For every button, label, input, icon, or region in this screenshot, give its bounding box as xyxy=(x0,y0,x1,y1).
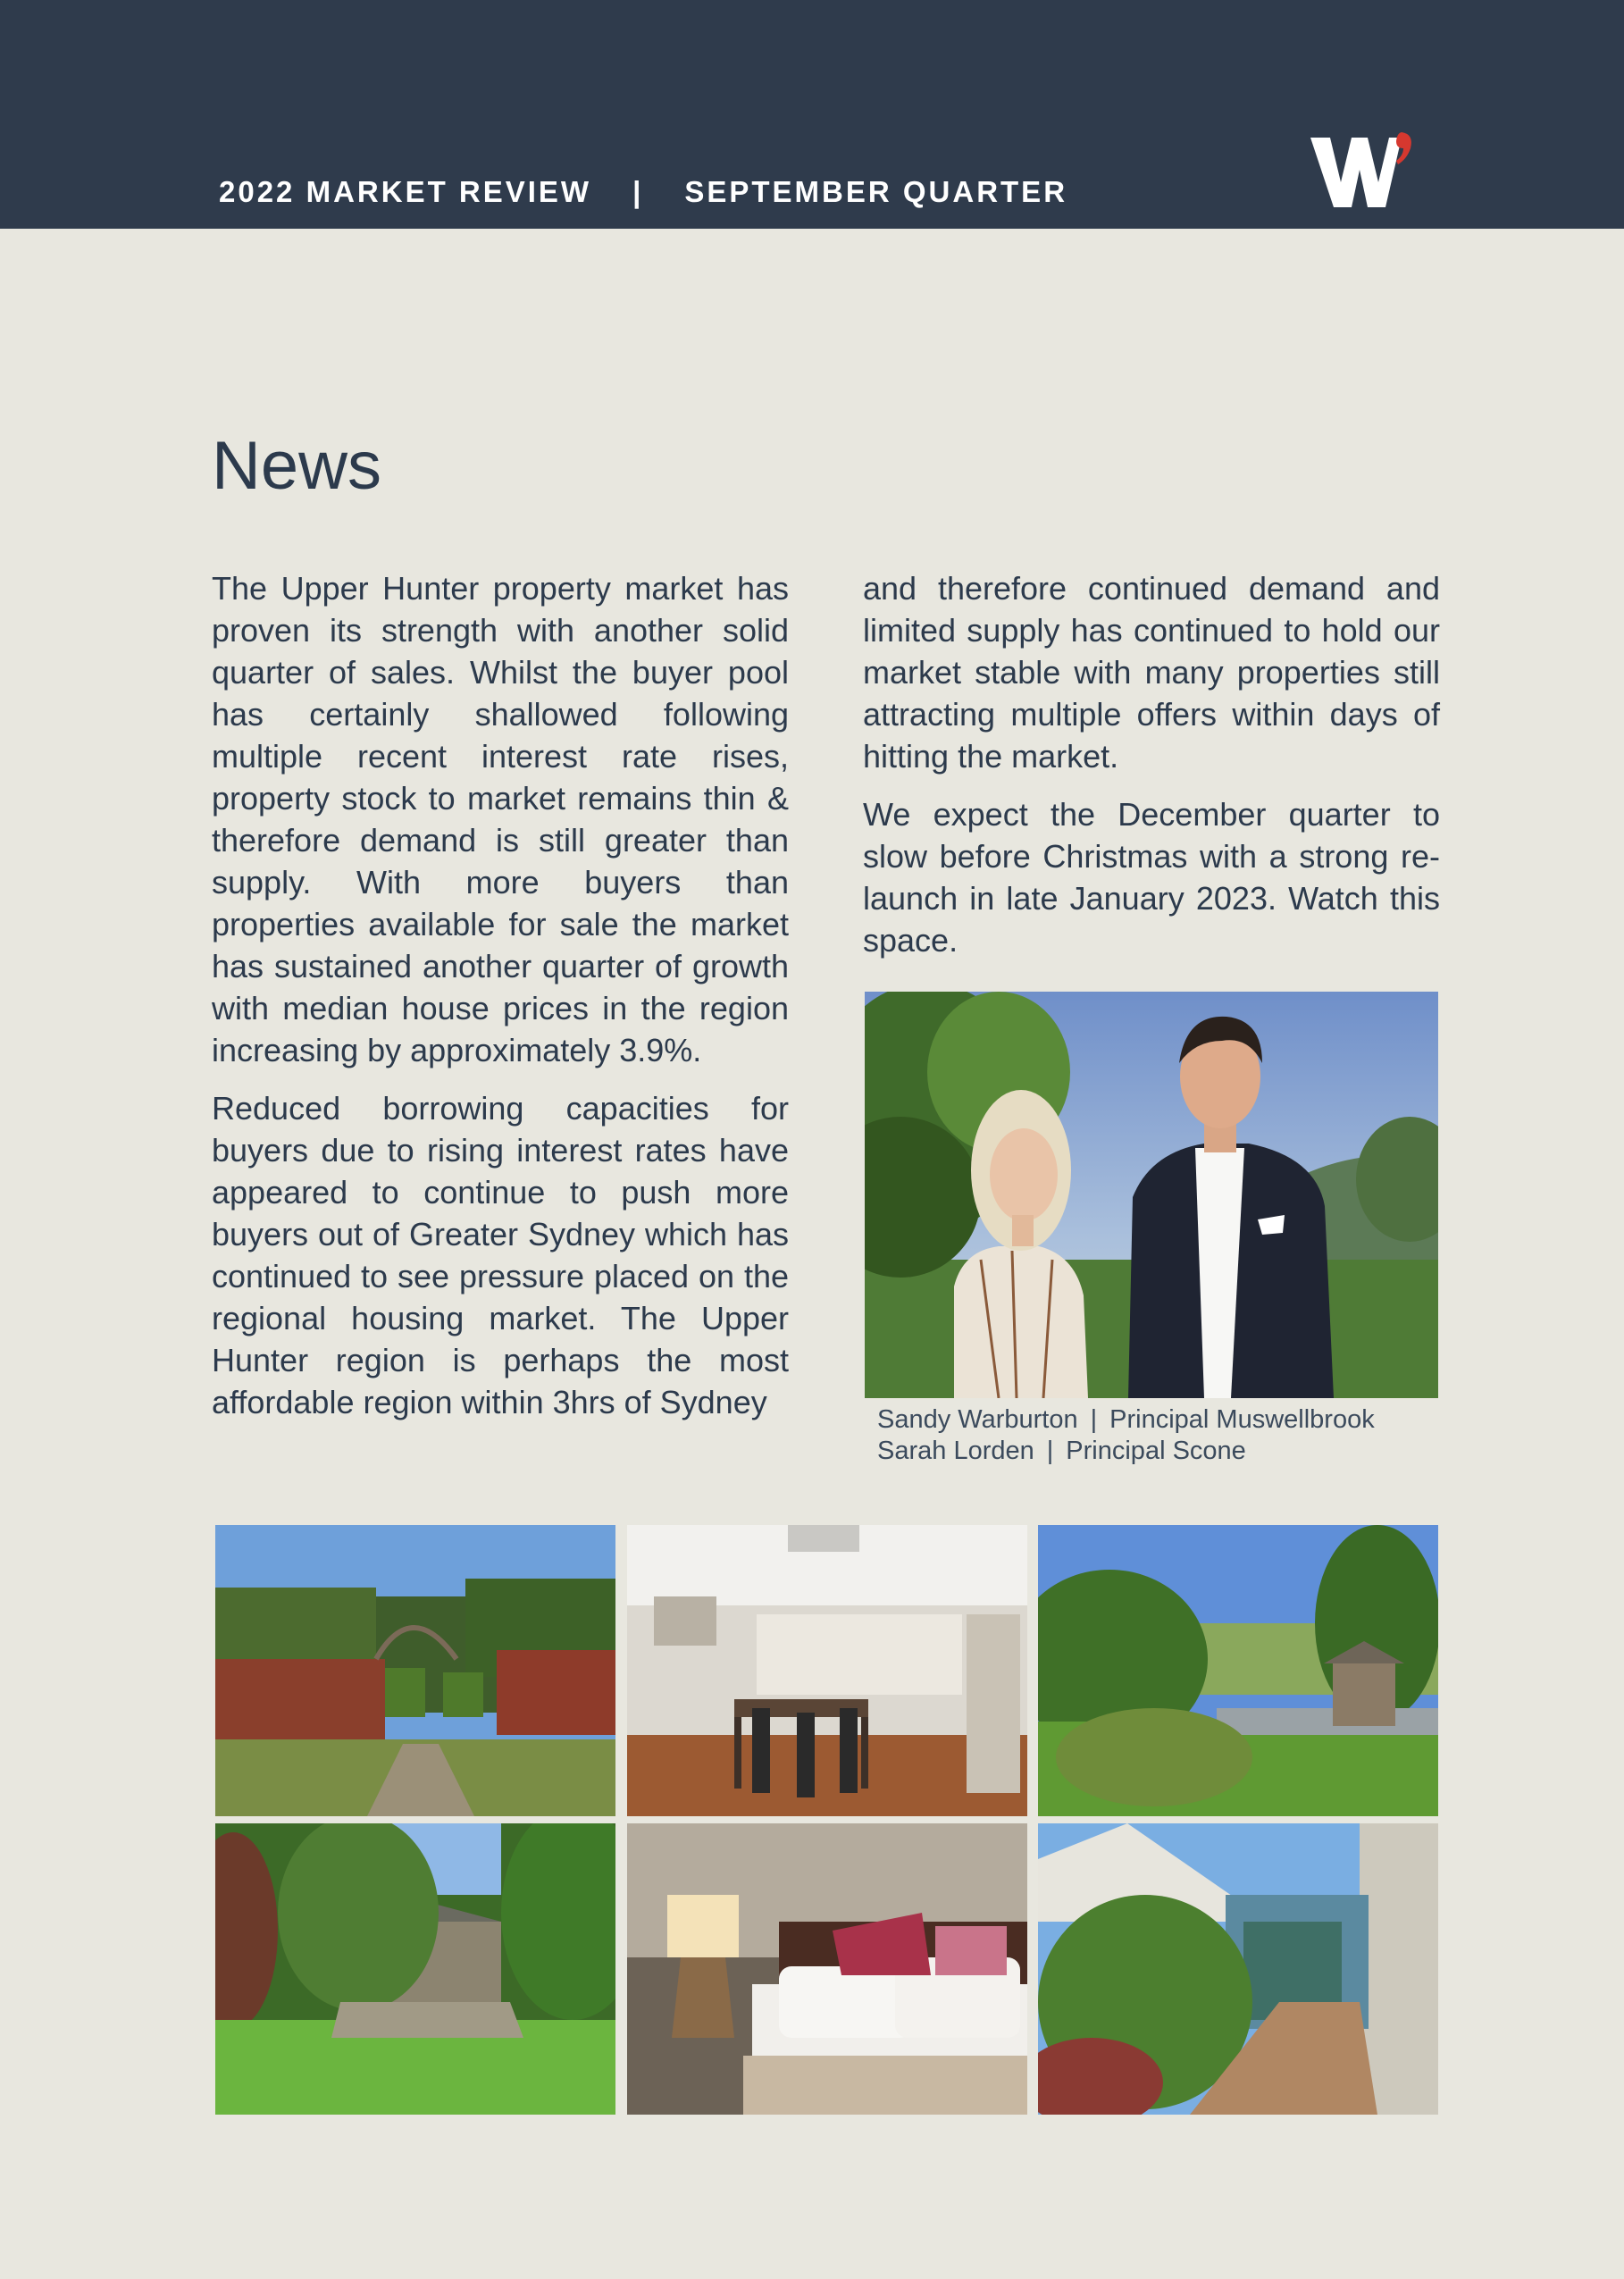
dining-room-photo xyxy=(627,1525,1027,1816)
caption-separator: | xyxy=(1046,1437,1054,1465)
page-title: News xyxy=(212,428,382,504)
report-title-left: 2022 MARKET REVIEW xyxy=(219,175,592,208)
article-right-column xyxy=(863,567,1440,977)
caption-line xyxy=(877,1436,1375,1467)
caption-separator: | xyxy=(1090,1405,1098,1434)
title-separator: | xyxy=(632,175,644,208)
caption-name: Sandy Warburton xyxy=(877,1405,1078,1434)
caption-role: Principal Scone xyxy=(1066,1437,1246,1465)
portrait-caption xyxy=(877,1404,1375,1467)
bedroom-photo xyxy=(627,1823,1027,2115)
paragraph: Reduced borrowing capacities for buyers due to rising interest rates have appeared to continue to push more buyers out of Greater Sydney which has continued to see pressure placed on the regional housing market. The Upper Hunter region is perhaps the most affordable region within 3hrs of Sydney xyxy=(212,1090,789,1420)
w-logo-icon xyxy=(1309,130,1416,211)
paragraph: and therefore continued demand and limited supply has continued to hold our market stable with many properties still attracting multiple offers within days of hitting the market. xyxy=(863,570,1440,775)
paragraph: We expect the December quarter to slow before Christmas with a strong re-launch in late January 2023. Watch this space. xyxy=(863,796,1440,959)
caption-line xyxy=(877,1404,1375,1436)
article-left-column xyxy=(212,567,789,1439)
hedge-garden-photo xyxy=(215,1525,615,1816)
principals-portrait-photo xyxy=(865,992,1438,1398)
report-title-right: SEPTEMBER QUARTER xyxy=(684,175,1068,208)
caption-name: Sarah Lorden xyxy=(877,1437,1034,1465)
report-title xyxy=(219,175,1067,209)
backyard-cubby-photo xyxy=(1038,1525,1438,1816)
paragraph: The Upper Hunter property market has proven its strength with another solid quarter of sales. Whilst the buyer pool has certainly shallowed following multiple recent interest rate rises, property stock to market remains thin & therefore demand is still greater than supply. With more buyers than properties available for sale the market has sustained another quarter of growth with median house prices in the region increasing by approximately 3.9%. xyxy=(212,570,789,1068)
header-band xyxy=(0,0,1624,229)
carport-garden-photo xyxy=(215,1823,615,2115)
caption-role: Principal Muswellbrook xyxy=(1109,1405,1375,1434)
verandah-path-photo xyxy=(1038,1823,1438,2115)
